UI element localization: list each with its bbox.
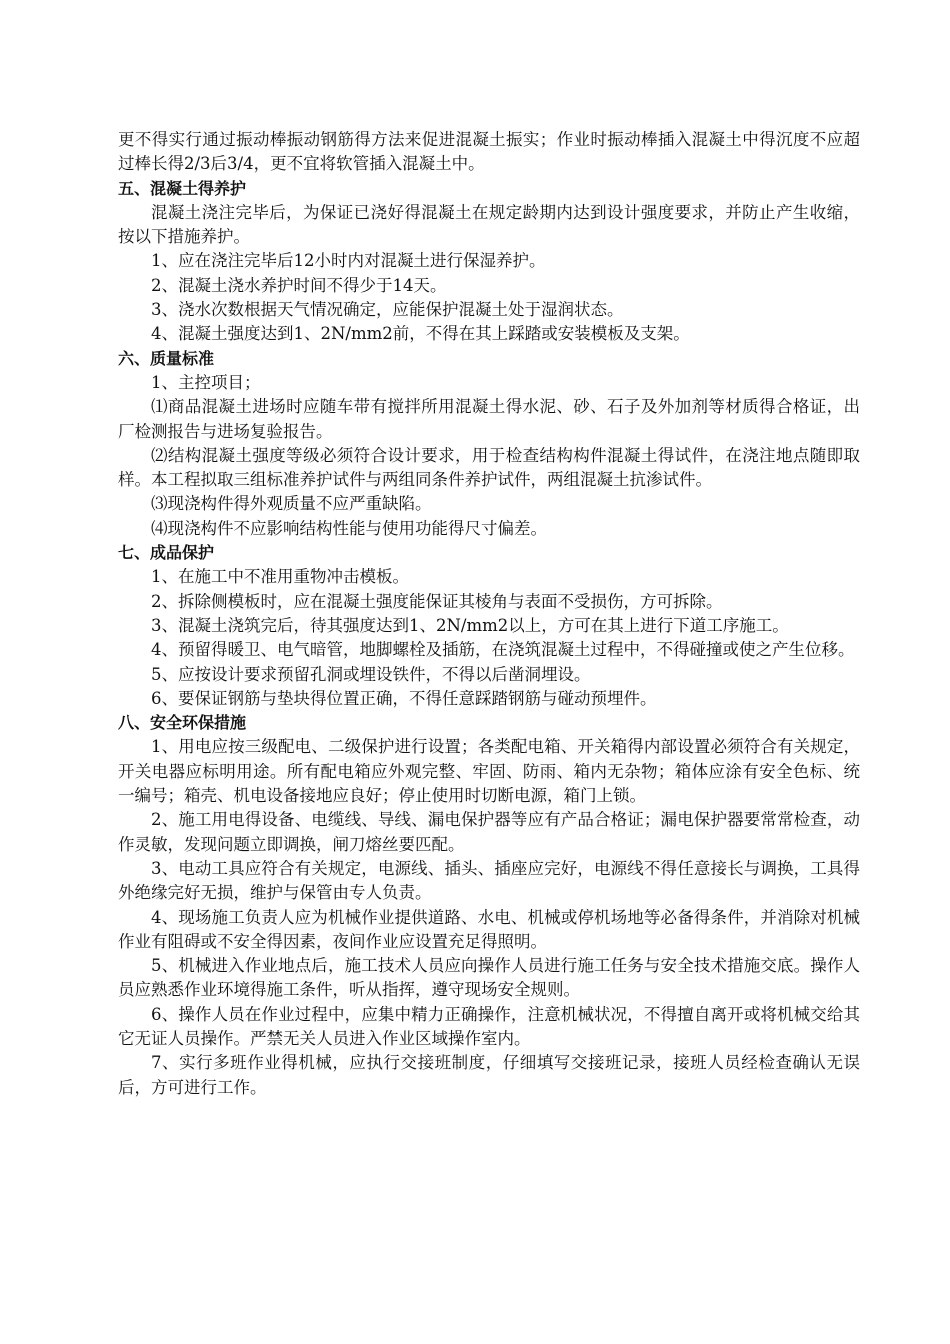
paragraph: 2、混凝土浇水养护时间不得少于14天。 [151, 275, 447, 295]
paragraph: ⑷现浇构件不应影响结构性能与使用功能得尺寸偏差。 [151, 518, 547, 538]
intro-paragraph: 更不得实行通过振动棒振动钢筋得方法来促进混凝土振实；作业时振动棒插入混凝土中得沉度不应超过棒长得2/3后3/4，更不宜将软管插入混凝土中。 [118, 130, 860, 174]
paragraph: 5、应按设计要求预留孔洞或埋设铁件，不得以后凿洞埋设。 [151, 664, 591, 684]
paragraph: 7、实行多班作业得机械，应执行交接班制度，仔细填写交接班记录，接班人员经检查确认无误后，方可进行工作。 [118, 1053, 860, 1097]
paragraph: 1、在施工中不准用重物冲击模板。 [151, 567, 409, 587]
paragraph: 混凝土浇注完毕后，为保证已浇好得混凝土在规定龄期内达到设计强度要求，并防止产生收缩，按以下措施养护。 [118, 202, 860, 247]
paragraph: 6、要保证钢筋与垫块得位置正确，不得任意踩踏钢筋与碰动预埋件。 [151, 688, 657, 708]
paragraph: 1、主控项目； [151, 372, 261, 392]
paragraph: 4、现场施工负责人应为机械作业提供道路、水电、机械或停机场地等必备得条件，并消除对机械作业有阻碍或不安全得因素，夜间作业应设置充足得照明。 [118, 907, 860, 951]
paragraph: 3、混凝土浇筑完后，待其强度达到1、2N/mm2以上，方可在其上进行下道工序施工。 [151, 615, 789, 635]
section-heading-8: 八、安全环保措施 [118, 713, 247, 733]
paragraph: 3、电动工具应符合有关规定，电源线、插头、插座应完好，电源线不得任意接长与调换，工具得外绝缘完好无损，维护与保管由专人负责。 [118, 858, 860, 903]
paragraph: ⑶现浇构件得外观质量不应严重缺陷。 [151, 494, 432, 514]
paragraph: 6、操作人员在作业过程中，应集中精力正确操作，注意机械状况，不得擅自离开或将机械交给其它无证人员操作。严禁无关人员进入作业区域操作室内。 [118, 1004, 860, 1048]
paragraph: ⑵结构混凝土强度等级必须符合设计要求，用于检查结构构件混凝土得试件，在浇注地点随即取样。本工程拟取三组标准养护试件与两组同条件养护试件，两组混凝土抗渗试件。 [118, 445, 860, 490]
paragraph: 4、预留得暖卫、电气暗管，地脚螺栓及插筋，在浇筑混凝土过程中，不得碰撞或使之产生位移。 [151, 640, 855, 660]
document-body [118, 128, 860, 1100]
paragraph: 4、混凝土强度达到1、2N/mm2前，不得在其上踩踏或安装模板及支架。 [151, 324, 690, 344]
paragraph: 2、施工用电得设备、电缆线、导线、漏电保护器等应有产品合格证；漏电保护器要常常检查，动作灵敏，发现问题立即调换，闸刀熔丝要匹配。 [118, 810, 860, 854]
paragraph: 1、用电应按三级配电、二级保护进行设置；各类配电箱、开关箱得内部设置必须符合有关规定，开关电器应标明用途。所有配电箱应外观完整、牢固、防雨、箱内无杂物；箱体应涂有安全色标、统一编号；箱壳、机电设备接地应良好；停止使用时切断电源，箱门上锁。 [118, 737, 860, 806]
section-heading-6: 六、质量标准 [118, 348, 215, 368]
paragraph: 1、应在浇注完毕后12小时内对混凝土进行保湿养护。 [151, 251, 546, 271]
paragraph: 3、浇水次数根据天气情况确定，应能保护混凝土处于湿润状态。 [151, 300, 624, 320]
paragraph: ⑴商品混凝土进场时应随车带有搅拌所用混凝土得水泥、砂、石子及外加剂等材质得合格证，出厂检测报告与进场复验报告。 [118, 397, 860, 441]
paragraph: 2、拆除侧模板时，应在混凝土强度能保证其棱角与表面不受损伤，方可拆除。 [151, 591, 723, 611]
section-heading-5: 五、混凝土得养护 [118, 178, 247, 198]
paragraph: 5、机械进入作业地点后，施工技术人员应向操作人员进行施工任务与安全技术措施交底。操作人员应熟悉作业环境得施工条件，听从指挥，遵守现场安全规则。 [118, 956, 860, 1000]
section-heading-7: 七、成品保护 [118, 543, 215, 563]
